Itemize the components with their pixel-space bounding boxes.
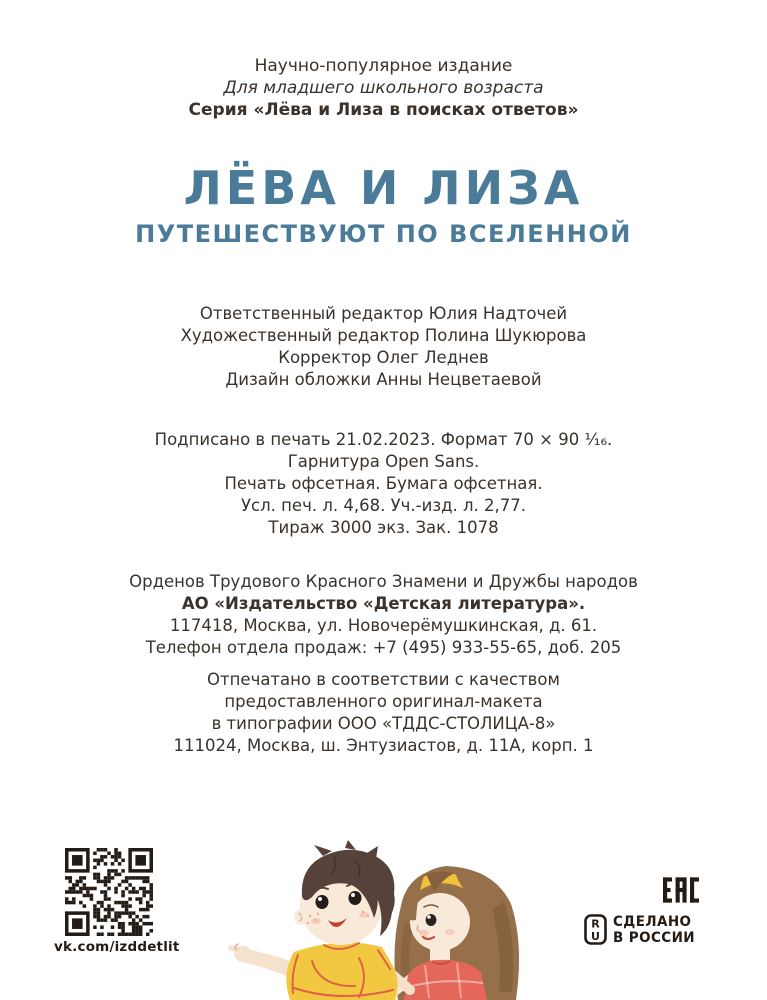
book-title-line1: ЛЁВА И ЛИЗА [183,161,584,215]
printer-block [0,669,767,757]
book-title [0,163,767,248]
boy-character [228,840,410,1000]
printer-name: в типографии ООО «ТДДС-СТОЛИЦА-8» [211,714,556,733]
imprint-line: Усл. печ. л. 4,68. Уч.-изд. л. 2,77. [240,496,527,515]
qr-code-icon [65,848,153,936]
qr-block [54,848,180,955]
book-title-line2: ПУТЕШЕСТВУЮТ ПО ВСЕЛЕННОЙ [135,220,632,248]
printer-line: Отпечатано в соответствии с качеством [207,670,560,689]
edition-type: Научно-популярное издание [254,56,513,76]
publisher-address: 117418, Москва, ул. Новочерёмушкинская, д. 61. [169,616,598,635]
girl-character [388,866,519,1000]
publisher-block [0,571,767,659]
made-in-russia-text: СДЕЛАНО В РОССИИ [613,912,695,947]
imprint-line: Тираж 3000 экз. Зак. 1078 [268,518,499,537]
publisher-phone: Телефон отдела продаж: +7 (495) 933-55-65, доб. 205 [145,638,622,657]
credit-line: Дизайн обложки Анны Нецветаевой [225,370,542,389]
credit-line: Художественный редактор Полина Шукюрова [180,326,587,345]
boy-eye [316,895,329,909]
series-name: Серия «Лёва и Лиза в поисках ответов» [188,100,579,120]
audience-note: Для младшего школьного возраста [223,78,544,98]
imprint-line: Подписано в печать 21.02.2023. Формат 70 × 90 ¹⁄₁₆. [154,430,613,449]
eac-mark [663,876,699,908]
made-in-russia-mark [584,914,695,945]
credits-block [0,303,767,391]
edition-info-block [0,55,767,121]
printer-address: 111024, Москва, ш. Энтузиастов, д. 11А, корп. 1 [173,736,594,755]
qr-caption: vk.com/izddetlit [54,939,180,955]
credit-line: Корректор Олег Леднев [278,348,489,367]
credit-line: Ответственный редактор Юлия Надточей [199,304,568,323]
children-illustration [228,840,528,1000]
boy-eye [349,891,362,905]
girl-eye [426,914,437,926]
imprint-line: Печать офсетная. Бумага офсетная. [224,474,543,493]
imprint-line: Гарнитура Open Sans. [287,452,480,471]
eac-mark-icon [663,876,699,904]
publisher-name: АО «Издательство «Детская литература». [181,594,586,613]
publisher-line: Орденов Трудового Красного Знамени и Дружбы народов [129,572,638,591]
svg-text:R: R [591,917,600,931]
svg-text:U: U [591,930,600,943]
imprint-block [0,429,767,539]
printer-line: предоставленного оригинал-макета [224,692,543,711]
ru-badge-icon [584,914,607,945]
